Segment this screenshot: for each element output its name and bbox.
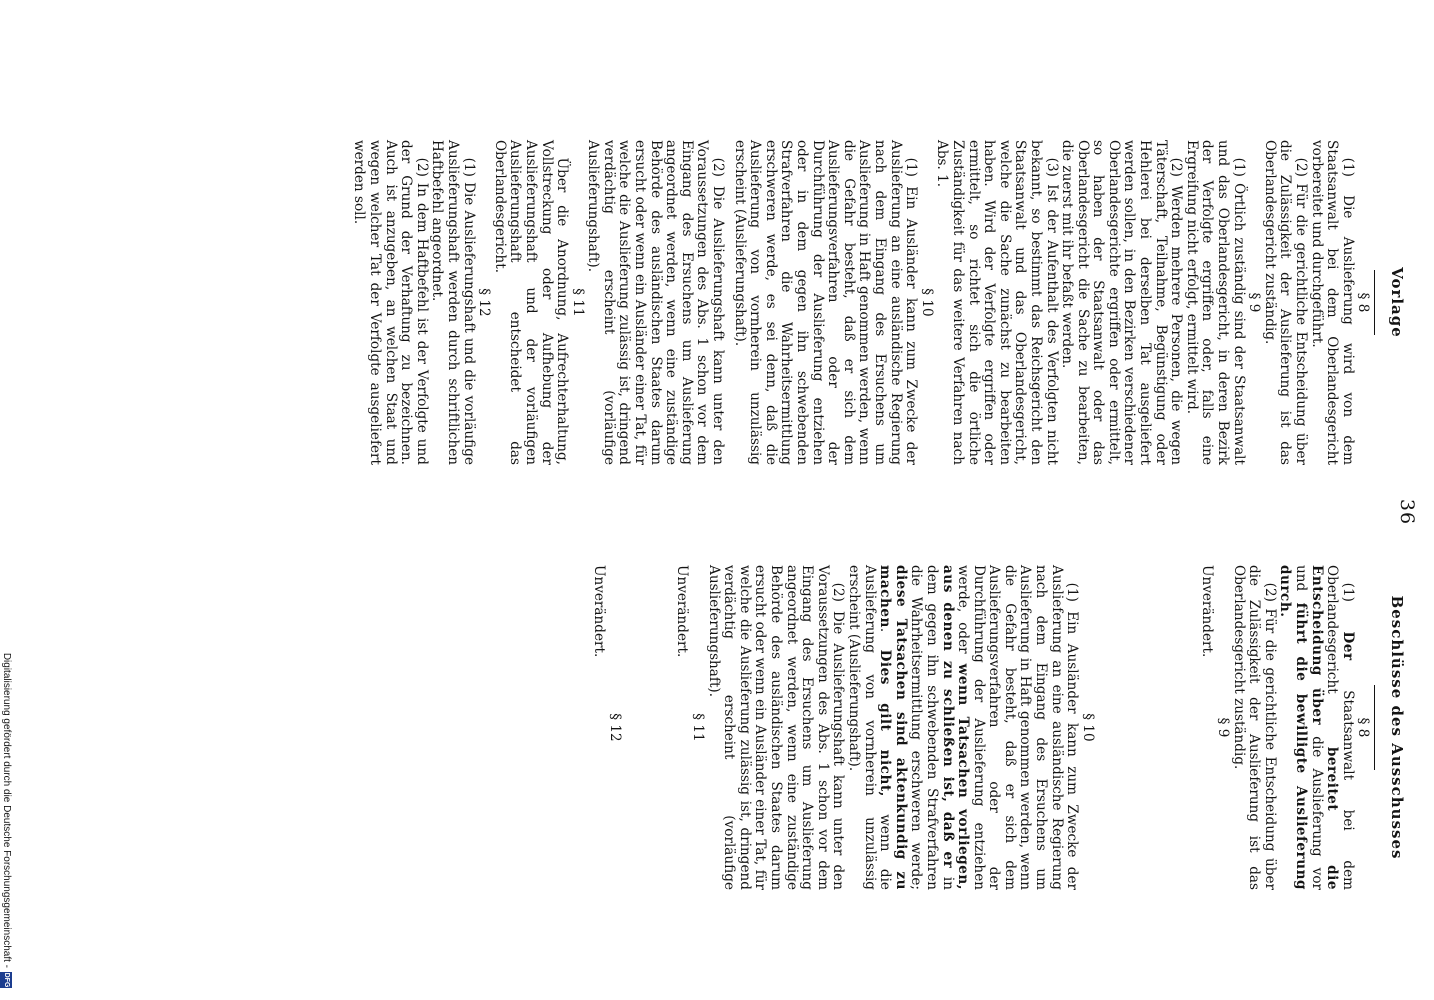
section-9-para-1: (1) Örtlich zuständig sind der Staatsanwalt und das Oberlandesgericht, in deren Bezirk der Verfolgte ergriffen oder, falls eine Ergreifung nicht erfolgt, ermittelt wird. [1183,140,1247,465]
section-9-para-2: (2) Werden mehrere Personen, die wegen Täterschaft, Teilnahme, Begünstigung oder Hehlerei bei derselben Tat ausgeliefert werden sollen, in den Bezirken verschiedener Oberlandesgerichte ergriffen oder ermittelt, so haben der Staatsanwalt oder das Oberlandesgericht die Sache zu bearbeiten, die zuerst mit ihr befaßt werden. [1059,140,1185,465]
right-header-rule [1374,685,1375,770]
funding-note: Digitalisierung gefördert durch die Deutsche Forschungsgemeinschaft - [1,652,12,968]
section-11-heading: § 11 [690,713,707,742]
section-12-unchanged: Unverändert. [591,565,608,658]
text-run: (1) Ein Ausländer kann zum Zwecke der Auslieferung an eine ausländische Regierung nach dem Eingang des Ersuchens um Auslieferung in Haft genommen werden, wenn die Gefahr besteht, daß er sich dem Auslieferungsverfahren oder der Durchführung der Auslieferung entziehen werde, oder [955,565,1081,890]
section-11-heading: § 11 [569,288,586,317]
amended-text: diese Tatsachen sind aktenkundig zu machen [877,565,909,890]
section-8-para-1: (1) Die Auslieferung wird von dem Staatsanwalt bei dem Oberlandesgericht vorbereitet und durchgeführt. [1308,140,1356,465]
text-run: die Auslieferung vor und [1293,565,1325,891]
left-column-header: Vorlage [1388,267,1406,338]
section-9-para-3: (3) Ist der Aufenthalt des Verfolgten nicht bekannt, so bestimmt das Reichsgericht den Staatsanwalt und das Oberlandesgericht, welche die Sache zunächst zu bearbeiten haben. Wird der Verfolgte ergriffen oder ermittelt, so richtet sich die örtliche Zuständigkeit für das weitere Verfahren nach Abs. 1. [934,140,1060,465]
amended-text: führt die bewilligte Auslieferung durch. [1277,565,1310,890]
footer [0,0,12,990]
section-11-para-1: Über die Anordnung, Aufrechterhaltung, Vollstreckung oder Aufhebung der Auslieferungshaft und der vorläufigen Auslieferungshaft entscheidet das Oberlandesgericht. [491,140,571,465]
text-run: . [877,627,894,650]
text-run: (1) [1339,582,1356,632]
section-10-para-1: (1) Ein Ausländer kann zum Zwecke der Auslieferung an eine ausländische Regierung nach dem Eingang des Ersuchens um Auslieferung in Haft genommen werden, wenn die Gefahr besteht, daß er sich dem Auslieferungsverfahren oder der Durchführung der Auslieferung entziehen oder in dem gegen ihn schwebenden Strafverfahren die Wahrheitsermittlung erschweren werde, es sei denn, daß die Auslieferung von vornherein unzulässig erscheint (Auslieferungshaft). [731,140,920,465]
amended-text: Dies gilt nicht, [877,649,894,797]
text-run: wenn die Auslieferung von vornherein unzulässig erscheint (Auslieferungshaft). [845,565,894,890]
page-number: 36 [1396,498,1418,526]
section-11-unchanged: Unverändert. [674,565,691,658]
section-12-heading: § 12 [606,713,623,742]
section-8-para-1 [1277,565,1355,890]
right-column-header: Beschlüsse des Ausschusses [1388,595,1406,860]
text-run: in dem gegen ihn schwebenden Strafverfahren die Wahrheitsermittlung erschweren werde; [908,565,956,890]
text-run: Staatsanwalt bei dem Oberlandesgericht [1324,565,1356,890]
right-column [591,565,1404,890]
section-10-para-2: (2) Die Auslieferungshaft kann unter den Voraussetzungen des Abs. 1 schon vor dem Eingang des Ersuchens um Auslieferung angeordnet werden, wenn eine zuständige Behörde des ausländischen Staates darum ersucht oder wenn ein Ausländer einer Tat, für welche die Auslieferung zulässig ist, dringend verdächtig erscheint (vorläufige Auslieferungshaft). [705,565,847,890]
section-9-heading: § 9 [1246,292,1263,313]
section-12-para-1: (1) Die Auslieferungshaft und die vorläufige Auslieferungshaft werden durch schriftlichen Haftbefehl angeordnet. [429,140,477,465]
left-column [351,140,1404,465]
section-8-heading: § 8 [1355,717,1372,738]
section-8-para-2: (2) Für die gerichtliche Entscheidung über die Zulässigkeit der Auslieferung ist das Oberlandesgericht zuständig. [1230,565,1278,890]
section-9-unchanged: Unverändert. [1199,565,1216,658]
section-10-heading: § 10 [918,288,935,317]
dfg-logo: DFG [0,972,12,988]
section-12-para-2: (2) In dem Haftbefehl ist der Verfolgte und der Grund der Verhaftung zu bezeichnen. Auch ist anzugeben, an welchen Staat und wegen welcher Tat der Verfolgte ausgeliefert werden soll. [351,140,430,465]
section-8-heading: § 8 [1355,292,1372,313]
amended-text: bereitet die Entscheidung über [1308,565,1341,890]
section-10-para-1 [845,565,1079,890]
section-10-para-2: (2) Die Auslieferungshaft kann unter den Voraussetzungen des Abs. 1 schon vor dem Eingang des Ersuchens um Auslieferung angeordnet werden, wenn eine zuständige Behörde des ausländischen Staates darum ersucht oder wenn ein Ausländer einer Tat, für welche die Auslieferung zulässig ist, dringend verdächtig erscheint (vorläufige Auslieferungshaft). [585,140,727,465]
section-12-heading: § 12 [476,288,493,317]
section-10-heading: § 10 [1079,713,1096,742]
amended-text: wenn Tatsachen vorliegen, aus denen zu schließen ist, daß er [939,565,972,890]
amended-text: Der [1339,631,1356,661]
left-header-rule [1374,270,1375,335]
section-9-heading: § 9 [1215,717,1232,738]
section-8-para-2: (2) Für die gerichtliche Entscheidung über die Zulässigkeit der Auslieferung ist das Oberlandesgericht zuständig. [1261,140,1310,465]
